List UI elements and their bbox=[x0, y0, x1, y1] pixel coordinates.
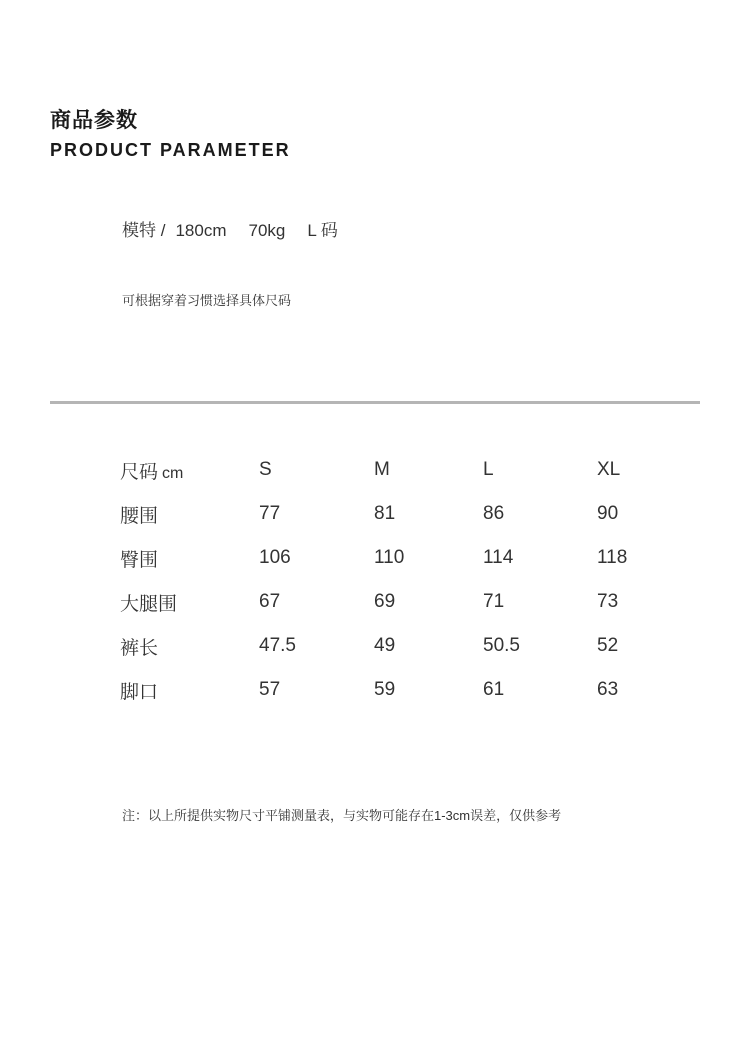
size-table bbox=[120, 448, 677, 712]
row-label: 臀围 bbox=[120, 549, 159, 571]
cell-value: 47.5 bbox=[259, 635, 296, 656]
model-height: 180cm bbox=[175, 221, 227, 240]
cell-value: 59 bbox=[374, 679, 396, 700]
measurement-note: 注：以上所提供实物尺寸平铺测量表，与实物可能存在1-3cm误差，仅供参考 bbox=[122, 808, 562, 823]
cell-value: 71 bbox=[483, 591, 505, 612]
header-size-s: S bbox=[259, 459, 272, 480]
cell-value: 81 bbox=[374, 503, 396, 524]
row-label: 脚口 bbox=[120, 681, 159, 703]
header-label: 尺码 bbox=[120, 461, 159, 483]
model-info bbox=[122, 216, 338, 241]
header-size-m: M bbox=[374, 459, 390, 480]
header-size-xl: XL bbox=[597, 459, 621, 480]
cell-value: 61 bbox=[483, 679, 505, 700]
table-row-thigh bbox=[120, 580, 677, 624]
table-row-length bbox=[120, 624, 677, 668]
model-size: L 码 bbox=[307, 221, 338, 240]
table-row-waist bbox=[120, 492, 677, 536]
page-subtitle: PRODUCT PARAMETER bbox=[50, 140, 291, 160]
table-row-hip bbox=[120, 536, 677, 580]
model-label: 模特 / bbox=[122, 221, 166, 240]
cell-value: 57 bbox=[259, 679, 281, 700]
cell-value: 77 bbox=[259, 503, 281, 524]
cell-value: 86 bbox=[483, 503, 505, 524]
cell-value: 118 bbox=[597, 547, 628, 568]
cell-value: 50.5 bbox=[483, 635, 520, 656]
table-row-hem bbox=[120, 668, 677, 712]
cell-value: 52 bbox=[597, 635, 619, 656]
cell-value: 67 bbox=[259, 591, 281, 612]
cell-value: 110 bbox=[374, 547, 405, 568]
model-weight: 70kg bbox=[248, 221, 286, 240]
cell-value: 73 bbox=[597, 591, 619, 612]
cell-value: 114 bbox=[483, 547, 514, 568]
row-label: 裤长 bbox=[120, 637, 159, 659]
cell-value: 49 bbox=[374, 635, 396, 656]
header-size-l: L bbox=[483, 459, 494, 480]
header-size-label bbox=[120, 448, 259, 492]
header-unit: cm bbox=[162, 464, 184, 482]
cell-value: 106 bbox=[259, 547, 291, 568]
size-hint: 可根据穿着习惯选择具体尺码 bbox=[122, 293, 292, 308]
cell-value: 90 bbox=[597, 503, 619, 524]
cell-value: 63 bbox=[597, 679, 619, 700]
section-divider bbox=[50, 401, 700, 404]
cell-value: 69 bbox=[374, 591, 396, 612]
row-label: 大腿围 bbox=[120, 593, 178, 615]
page-title: 商品参数 bbox=[50, 109, 138, 132]
row-label: 腰围 bbox=[120, 505, 159, 527]
table-header-row bbox=[120, 448, 677, 492]
